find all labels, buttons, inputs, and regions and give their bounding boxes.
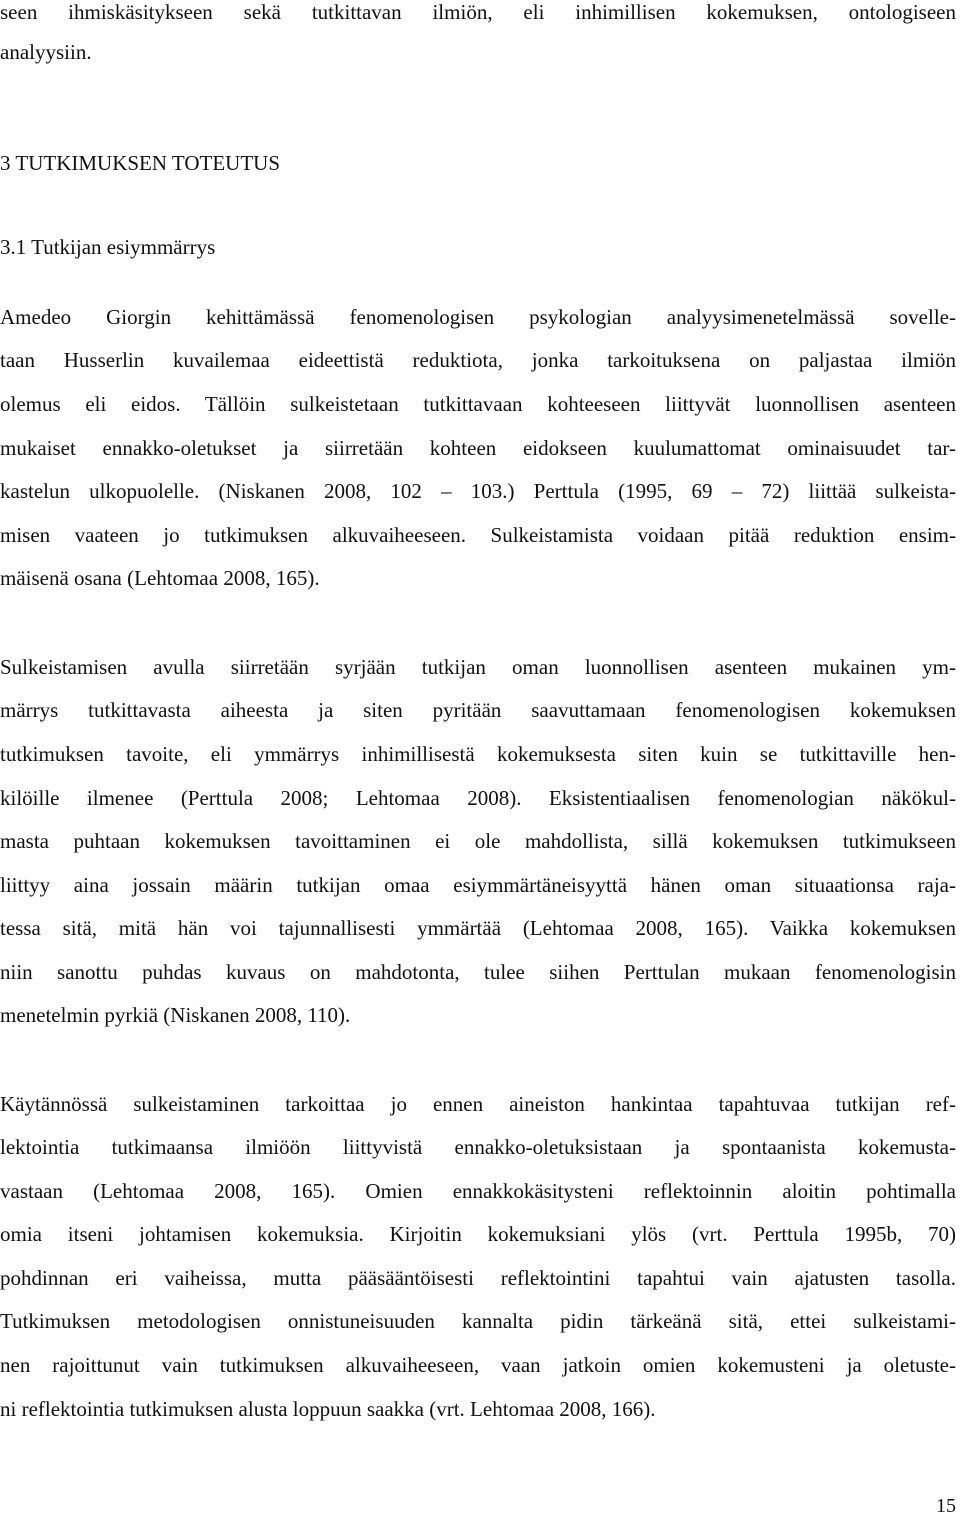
- chapter-heading: 3 TUTKIMUKSEN TOTEUTUS: [0, 151, 281, 175]
- paragraph-line: olemus eli eidos. Tällöin sulkeistetaan tutkittavaan kohteeseen liittyvät luonnollisen asenteen: [0, 392, 956, 416]
- paragraph-line: märrys tutkittavasta aiheesta ja siten pyritään saavuttamaan fenomenologisen kokemuksen: [0, 698, 956, 722]
- paragraph-line: tutkimuksen tavoite, eli ymmärrys inhimillisestä kokemuksesta siten kuin se tutkittaville hen-: [0, 742, 956, 766]
- page-number: 15: [936, 1495, 956, 1517]
- paragraph-line: vastaan (Lehtomaa 2008, 165). Omien ennakkokäsitysteni reflektoinnin aloitin pohtimalla: [0, 1179, 956, 1203]
- paragraph-line: taan Husserlin kuvailemaa eideettistä reduktiota, jonka tarkoituksena on paljastaa ilmiön: [0, 348, 956, 372]
- paragraph-line: nen rajoittunut vain tutkimuksen alkuvaiheeseen, vaan jatkoin omien kokemusteni ja oletuste-: [0, 1353, 956, 1377]
- paragraph-line: misen vaateen jo tutkimuksen alkuvaiheeseen. Sulkeistamista voidaan pitää reduktion ensim-: [0, 523, 956, 547]
- paragraph-line: tessa sitä, mitä hän voi tajunnallisesti ymmärtää (Lehtomaa 2008, 165). Vaikka kokemuksen: [0, 916, 956, 940]
- paragraph-line: ni reflektointia tutkimuksen alusta loppuun saakka (vrt. Lehtomaa 2008, 166).: [0, 1397, 656, 1421]
- paragraph-line: masta puhtaan kokemuksen tavoittaminen ei ole mahdollista, sillä kokemuksen tutkimukseen: [0, 829, 956, 853]
- paragraph-line: pohdinnan eri vaiheissa, mutta pääsääntöisesti reflektointini tapahtui vain ajatusten tasolla.: [0, 1266, 956, 1290]
- intro-line: analyysiin.: [0, 40, 92, 64]
- paragraph-line: liittyy aina jossain määrin tutkijan omaa esiymmärtäneisyyttä hänen oman situaationsa raja-: [0, 873, 956, 897]
- paragraph-line: lektointia tutkimaansa ilmiöön liittyvistä ennakko-oletuksistaan ja spontaanista kokemusta-: [0, 1135, 956, 1159]
- paragraph-line: kilöille ilmenee (Perttula 2008; Lehtomaa 2008). Eksistentiaalisen fenomenologian näkökul-: [0, 786, 956, 810]
- paragraph-line: Amedeo Giorgin kehittämässä fenomenologisen psykologian analyysimenetelmässä sovelle-: [0, 305, 956, 329]
- section-heading: 3.1 Tutkijan esiymmärrys: [0, 235, 216, 259]
- paragraph-line: mäisenä osana (Lehtomaa 2008, 165).: [0, 566, 320, 590]
- paragraph-line: omia itseni johtamisen kokemuksia. Kirjoitin kokemuksiani ylös (vrt. Perttula 1995b, 70): [0, 1222, 956, 1246]
- paragraph-line: Käytännössä sulkeistaminen tarkoittaa jo ennen aineiston hankintaa tapahtuvaa tutkijan ref-: [0, 1092, 956, 1116]
- paragraph-line: menetelmin pyrkiä (Niskanen 2008, 110).: [0, 1003, 351, 1027]
- paragraph-line: Tutkimuksen metodologisen onnistuneisuuden kannalta pidin tärkeänä sitä, ettei sulkeistami-: [0, 1309, 956, 1333]
- paragraph-line: niin sanottu puhdas kuvaus on mahdotonta, tulee siihen Perttulan mukaan fenomenologisin: [0, 960, 956, 984]
- paragraph-line: kastelun ulkopuolelle. (Niskanen 2008, 102 – 103.) Perttula (1995, 69 – 72) liittää sulkeista-: [0, 479, 956, 503]
- paragraph-line: Sulkeistamisen avulla siirretään syrjään tutkijan oman luonnollisen asenteen mukainen ym-: [0, 655, 956, 679]
- paragraph-line: mukaiset ennakko-oletukset ja siirretään kohteen eidokseen kuulumattomat ominaisuudet tar-: [0, 436, 956, 460]
- intro-line: seen ihmiskäsitykseen sekä tutkittavan ilmiön, eli inhimillisen kokemuksen, ontologiseen: [0, 0, 956, 24]
